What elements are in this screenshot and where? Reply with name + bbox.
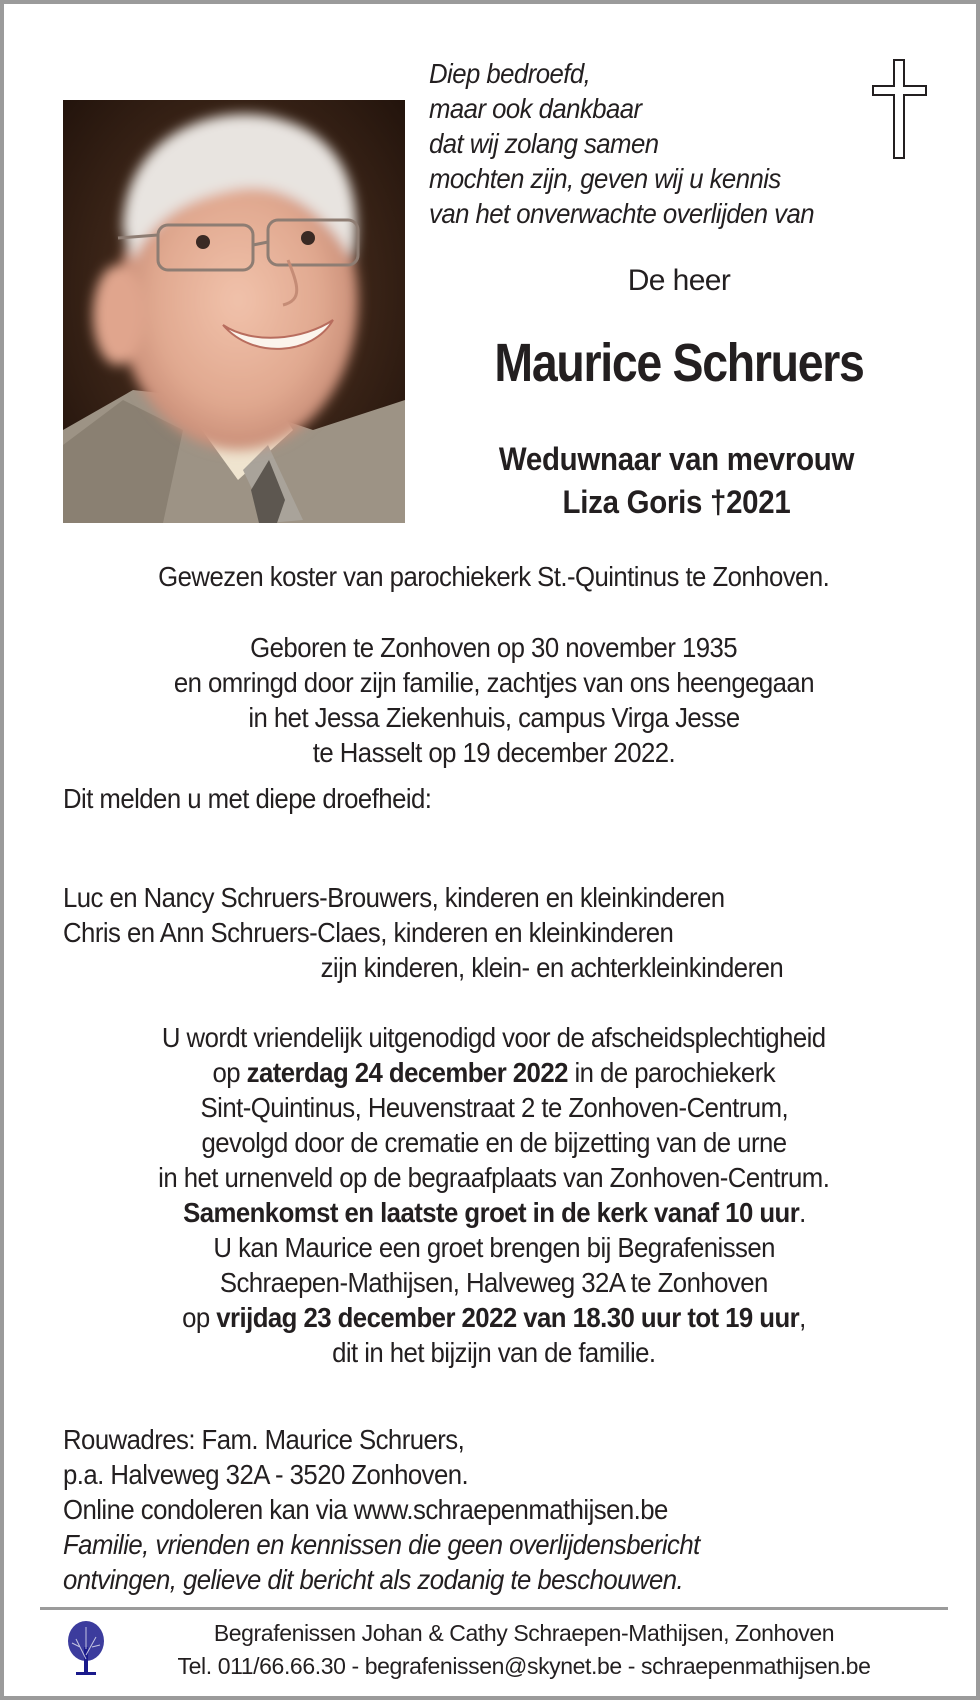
visitation-line: Schraepen-Mathijsen, Halveweg 32A te Zonhoven xyxy=(220,1267,768,1298)
notice-disclaimer: ontvingen, gelieve dit bericht als zodanig te beschouwen. xyxy=(63,1564,684,1595)
honorific: De heer xyxy=(627,264,731,297)
footer-divider xyxy=(40,1607,948,1610)
family-member: zijn kinderen, klein- en achterkleinkinderen xyxy=(320,952,784,983)
gathering-time: Samenkomst en laatste groet in de kerk vanaf 10 uur xyxy=(182,1197,799,1228)
announcers-intro: Dit melden u met diepe droefheid: xyxy=(63,783,432,814)
family-member: Chris en Ann Schruers-Claes, kinderen en kleinkinderen xyxy=(63,917,674,948)
occupation xyxy=(34,559,954,594)
ceremony-line: U wordt vriendelijk uitgenodigd voor de afscheidsplechtigheid xyxy=(162,1022,826,1053)
intro-line: Diep bedroefd, xyxy=(429,58,591,89)
funeral-home-footer xyxy=(174,1617,874,1683)
mourning-address: Rouwadres: Fam. Maurice Schruers, xyxy=(63,1424,465,1455)
visitation-line: U kan Maurice een groet brengen bij Begrafenissen xyxy=(213,1232,775,1263)
visitation-date: vrijdag 23 december 2022 van 18.30 uur tot 19 uur xyxy=(216,1302,800,1333)
intro-line: van het onverwachte overlijden van xyxy=(429,198,815,229)
ceremony-line: gevolgd door de crematie en de bijzetting van de urne xyxy=(201,1127,787,1158)
intro-verse xyxy=(429,56,814,231)
spouse-name: Liza Goris †2021 xyxy=(562,484,791,520)
death-line: in het Jessa Ziekenhuis, campus Virga Jesse xyxy=(248,702,740,733)
birth-line: Geboren te Zonhoven op 30 november 1935 xyxy=(250,632,738,663)
gathering-line: Samenkomst en laatste groet in de kerk vanaf 10 uur. xyxy=(182,1197,806,1228)
deceased-name: Maurice Schruers xyxy=(494,333,864,393)
intro-line: dat wij zolang samen xyxy=(429,128,659,159)
intro-line: maar ook dankbaar xyxy=(429,93,642,124)
widower-line: Weduwnaar van mevrouw xyxy=(498,441,855,477)
funeral-home-name: Begrafenissen Johan & Cathy Schraepen-Mathijsen, Zonhoven xyxy=(213,1620,835,1646)
widower-notice xyxy=(444,438,909,524)
birth-death-block xyxy=(34,630,954,770)
funeral-home-contact: Tel. 011/66.66.30 - begrafenissen@skynet.be - schraepenmathijsen.be xyxy=(177,1653,871,1679)
ceremony-line: Sint-Quintinus, Heuvenstraat 2 te Zonhoven-Centrum, xyxy=(200,1092,788,1123)
death-line: en omringd door zijn familie, zachtjes van ons heengegaan xyxy=(173,667,815,698)
occupation-text: Gewezen koster van parochiekerk St.-Quintinus te Zonhoven. xyxy=(158,561,830,592)
ceremony-date-line: op zaterdag 24 december 2022 in de parochiekerk xyxy=(212,1057,776,1088)
tree-logo-icon xyxy=(64,1619,108,1677)
ceremony-block xyxy=(34,1020,954,1370)
ceremony-line: in het urnenveld op de begraafplaats van Zonhoven-Centrum. xyxy=(158,1162,830,1193)
family-member: Luc en Nancy Schruers-Brouwers, kinderen en kleinkinderen xyxy=(63,882,725,913)
address-block xyxy=(63,1422,700,1597)
visitation-date-line: op vrijdag 23 december 2022 van 18.30 uur tot 19 uur, xyxy=(182,1302,806,1333)
portrait-photo xyxy=(63,100,405,523)
family-list xyxy=(63,880,960,985)
intro-line: mochten zijn, geven wij u kennis xyxy=(429,163,781,194)
death-line: te Hasselt op 19 december 2022. xyxy=(312,737,676,768)
visitation-line: dit in het bijzijn van de familie. xyxy=(332,1337,656,1368)
notice-disclaimer: Familie, vrienden en kennissen die geen overlijdensbericht xyxy=(63,1529,700,1560)
latin-cross-outline-icon xyxy=(871,58,929,160)
online-condolence: Online condoleren kan via www.schraepenmathijsen.be xyxy=(63,1494,668,1525)
mourning-address: p.a. Halveweg 32A - 3520 Zonhoven. xyxy=(63,1459,469,1490)
ceremony-date: zaterdag 24 december 2022 xyxy=(246,1057,569,1088)
